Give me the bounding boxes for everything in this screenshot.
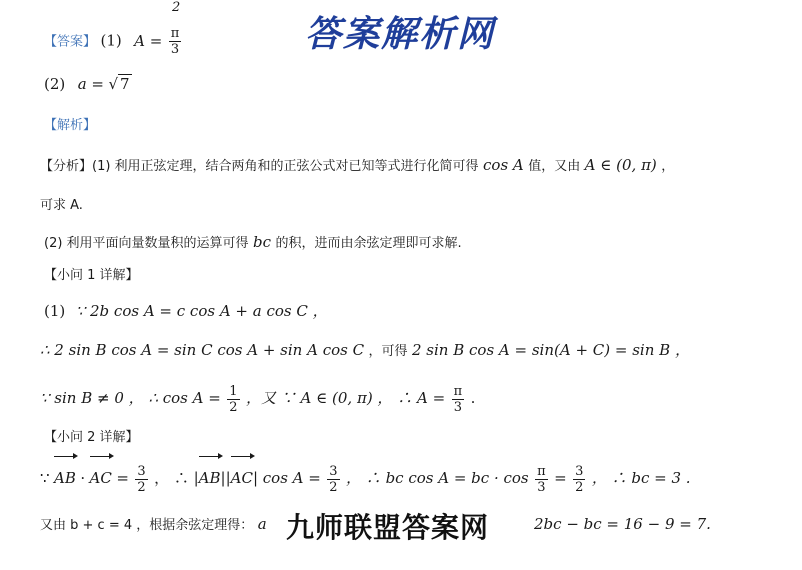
- analysis-line1-expr: cos A: [483, 156, 524, 174]
- q1-step3-a: ∵ sin B ≠ 0 ， ∴ cos A =: [40, 389, 221, 407]
- analysis-line1-mid: 值，又由: [528, 159, 581, 174]
- q1-step1-label: (1): [44, 302, 66, 320]
- analysis-line1-prefix: 【分析】(1) 利用正弦定理，结合两角和的正弦公式对已知等式进行化简可得: [40, 159, 479, 174]
- q1-step2-result: 2 sin B cos A = sin(A + C) = sin B ，: [412, 341, 690, 359]
- analysis-line1-end: ，: [661, 159, 675, 174]
- vector-ab-magnitude: AB: [199, 458, 221, 498]
- fraction-numerator: π: [537, 463, 546, 479]
- fraction-numerator: 3: [575, 463, 584, 479]
- q2-step1-g: ， ∴ bc = 3 .: [591, 469, 691, 487]
- q1-step2-mid: ，可得: [368, 344, 408, 359]
- sqrt-radicand: 7: [120, 75, 130, 93]
- q2-step1: [40, 458, 691, 499]
- analysis-line3-expr: bc: [253, 233, 272, 251]
- vector-ac-magnitude: AC: [231, 458, 253, 498]
- q2-heading: 【小问 2 详解】: [44, 430, 139, 445]
- analysis-line1-interval: A ∈ (0, π): [584, 156, 657, 174]
- answer-line-2: [44, 74, 132, 95]
- q1-step3-end: .: [470, 389, 476, 407]
- q1-step2-expr: ∴ 2 sin B cos A = sin C cos A + sin A cos C: [40, 341, 365, 359]
- q2-step2-c: 2bc − bc = 16 − 9 = 7.: [534, 515, 711, 533]
- answer-part1-label: (1): [100, 31, 122, 50]
- fraction-denominator: 2: [575, 479, 584, 495]
- q2-step1-d: | cos A =: [252, 469, 321, 487]
- fraction-denominator: 2: [329, 479, 338, 495]
- answer-line-1: [44, 26, 183, 57]
- answer-part2-lhs: a =: [77, 75, 104, 93]
- analysis-line-3: [44, 232, 462, 254]
- analysis-tag: 【解析】: [44, 118, 97, 133]
- q2-fraction-4: [573, 464, 585, 495]
- answer-part1-lhs: A =: [134, 31, 163, 50]
- q2-step1-a: ∵: [40, 469, 50, 487]
- q1-step1-expr: ∵ 2b cos A = c cos A + a cos C ，: [75, 302, 328, 320]
- fraction-numerator: 3: [329, 463, 338, 479]
- q1-step3-fraction-2: [452, 384, 465, 415]
- watermark-top: 答案解析网: [305, 14, 496, 55]
- q2-step1-e: ， ∴ bc cos A = bc · cos: [346, 469, 529, 487]
- q2-step1-f: =: [554, 469, 567, 487]
- stray-numeral: 2: [172, 0, 181, 15]
- analysis-line-1: [40, 155, 674, 177]
- watermark-bottom: 九师联盟答案网: [282, 506, 493, 546]
- sqrt-expression: √ 7: [108, 75, 130, 93]
- q2-fraction-3: [535, 464, 548, 495]
- analysis-line3-suffix: 的积，进而由余弦定理即可求解.: [275, 236, 462, 251]
- answer-part2-label: (2): [44, 75, 66, 93]
- q1-step2: [40, 340, 690, 362]
- answer-tag: 【答案】: [44, 34, 97, 50]
- fraction-denominator: 3: [170, 42, 180, 57]
- q2-step1-c: ||: [220, 469, 231, 487]
- fraction-numerator: π: [453, 383, 463, 399]
- fraction-numerator: 1: [229, 383, 238, 399]
- q2-step2-a: 又由 b + c = 4 ，根据余弦定理得：: [40, 518, 254, 533]
- equals-sign: =: [116, 469, 129, 487]
- q1-step3-b: ，又 ∵ A ∈ (0, π) ， ∴ A =: [246, 389, 446, 407]
- answer-part1-fraction: [169, 26, 182, 57]
- analysis-line3-prefix: (2) 利用平面向量数量积的运算可得: [44, 236, 249, 251]
- fraction-denominator: 3: [453, 399, 462, 415]
- q2-step2-b: a: [257, 515, 267, 533]
- q2-fraction-2: [327, 464, 339, 495]
- fraction-denominator: 3: [537, 479, 546, 495]
- q2-fraction-1: [135, 464, 147, 495]
- q1-step3-fraction-1: [227, 384, 239, 415]
- fraction-numerator: 3: [137, 463, 146, 479]
- fraction-numerator: π: [170, 26, 180, 41]
- q2-step1-b: ， ∴ |: [154, 469, 199, 487]
- fraction-denominator: 2: [137, 479, 146, 495]
- q1-heading: 【小问 1 详解】: [44, 268, 139, 283]
- fraction-denominator: 2: [229, 399, 238, 415]
- analysis-line-2: 可求 A.: [40, 198, 83, 213]
- q1-step1: [44, 301, 328, 322]
- vector-ac: AC: [90, 458, 112, 498]
- dot-operator: ·: [80, 469, 86, 487]
- vector-ab: AB: [54, 458, 76, 498]
- q1-step3: [40, 378, 475, 419]
